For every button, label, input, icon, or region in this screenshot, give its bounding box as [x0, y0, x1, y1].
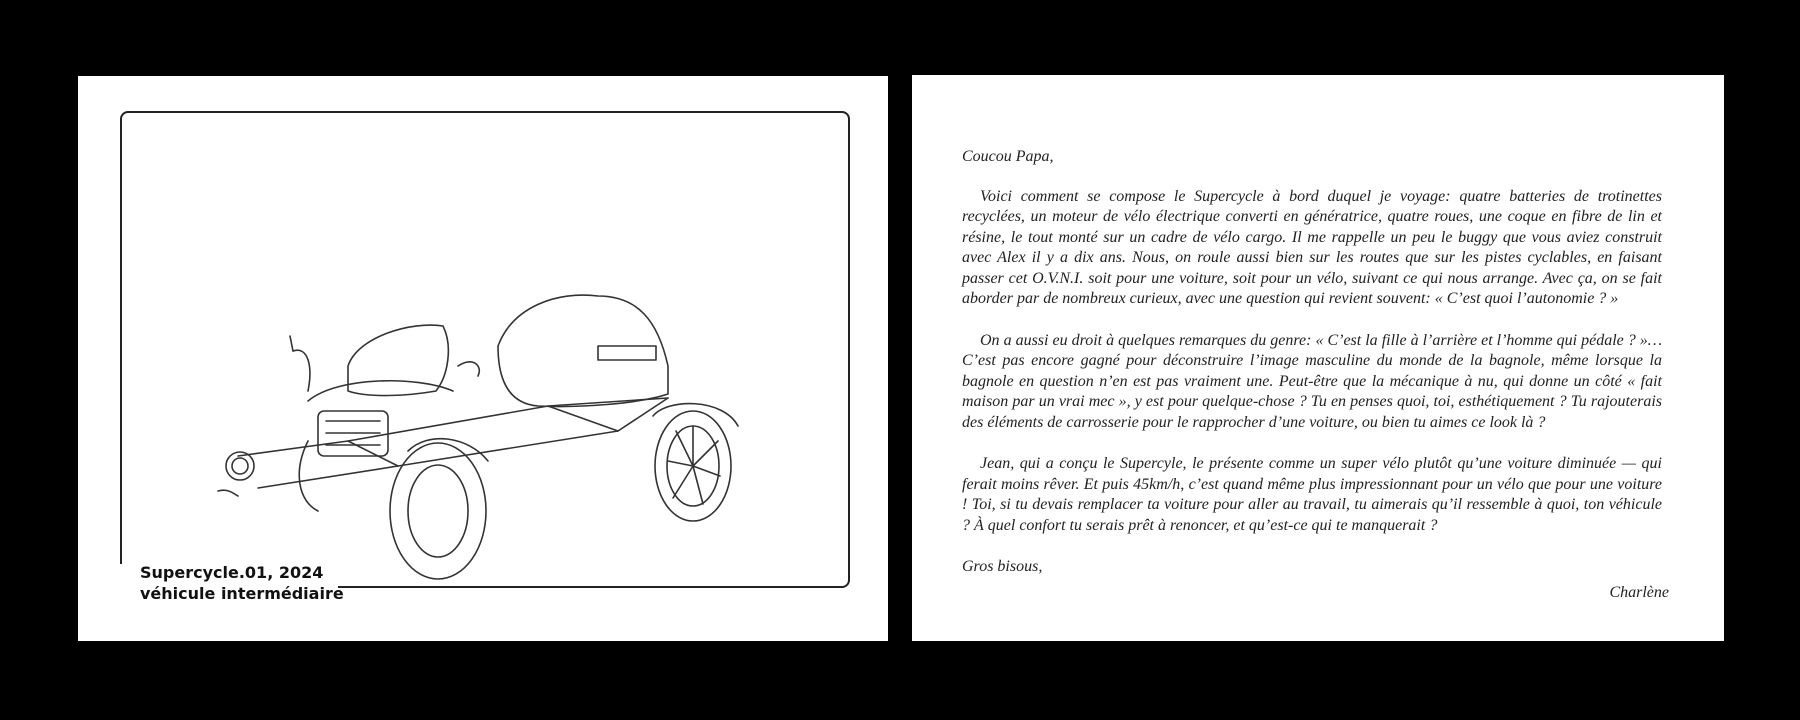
letter-signature: Charlène: [1609, 584, 1669, 601]
letter-closing: Gros bisous,: [962, 558, 1043, 575]
letter-body: [962, 147, 1662, 578]
letter-paragraph-1: Voici comment se compose le Supercycle à bord duquel je voyage: quatre batteries de trotinettes recyclées, un moteur de vélo électrique converti en génératrice, quatre roues, une coque en fibre de lin et résine, le tout monté sur un cadre de vélo cargo. Il me rappelle un peu le buggy que vous aviez construit avec Alex il y a dix ans. Nous, on roule aussi bien sur les routes que sur les pistes cyclables, en faisant passer cet O.V.N.I. soit pour une voiture, soit pour un vélo, suivant ce qui nous arrange. Avec ça, on se fait aborder par de nombreux curieux, avec une question qui revient souvent: « C’est quoi l’autonomie ? »: [962, 187, 1662, 307]
caption-subtitle: véhicule intermédiaire: [140, 584, 344, 603]
postcard-back: [912, 75, 1724, 641]
letter-paragraph-3: Jean, qui a conçu le Supercyle, le présente comme un super vélo plutôt qu’une voiture diminuée — qui ferait moins rêver. Et puis 45km/h, c’est quand même plus impressionnant pour un vélo que pour une voiture ! Toi, si tu devais remplacer ta voiture pour aller au travail, tu aimerais qu’il ressemble à quoi, ton véhicule ? À quel confort tu serais prêt à renoncer, et qu’est-ce qui te manquerait ?: [962, 455, 1662, 534]
cargo-bike-vehicle-sketch-icon: [198, 226, 778, 606]
illustration-caption: [140, 562, 344, 604]
letter-paragraph-2: On a aussi eu droit à quelques remarques du genre: « C’est la fille à l’arrière et l’homme qui pédale ? »… C’est pas encore gagné pour déconstruire l’image masculine du monde de la bagnole, même lorsque la bagnole en question n’en est pas vraiment une. Peut-être que la mécanique à nu, qui donne un côté « fait maison par un vrai mec », y est pour quelque-chose ? Tu en penses quoi, toi, esthétiquement ? Tu rajouterais des éléments de carrosserie pour le rapprocher d’une voiture, ou bien tu aimes ce look là ?: [962, 331, 1662, 431]
letter-greeting: Coucou Papa,: [962, 148, 1054, 165]
caption-title: Supercycle.01, 2024: [140, 563, 324, 582]
postcard-front: [78, 76, 888, 641]
